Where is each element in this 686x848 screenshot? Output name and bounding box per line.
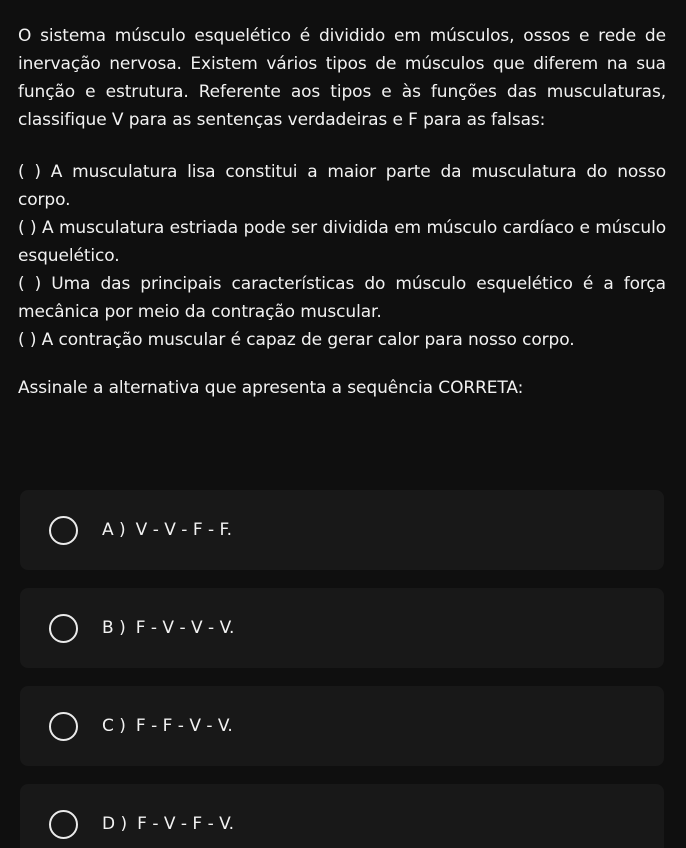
option-a[interactable]: [20, 490, 664, 570]
option-b[interactable]: [20, 588, 664, 668]
option-text: F - V - F - V.: [137, 814, 234, 834]
option-text: V - V - F - F.: [135, 520, 232, 540]
option-letter: B ): [102, 618, 126, 638]
radio-button-b[interactable]: [49, 614, 78, 643]
statement-2: ( ) A musculatura estriada pode ser dividida em músculo cardíaco e músculo esquelético.: [18, 218, 666, 266]
radio-button-d[interactable]: [49, 810, 78, 839]
option-text: F - F - V - V.: [135, 716, 233, 736]
option-letter: A ): [102, 520, 126, 540]
option-c[interactable]: [20, 686, 664, 766]
answer-options: [20, 490, 664, 848]
option-text: F - V - V - V.: [135, 618, 235, 638]
question-intro: O sistema músculo esquelético é dividido em músculos, ossos e rede de inervação nervosa. Existem vários tipos de músculos que diferem na sua função e estrutura. Referente aos tipos e às funções das musculaturas, classifique V para as sentenças verdadeiras e F para as falsas:: [18, 26, 666, 130]
statement-4: ( ) A contração muscular é capaz de gerar calor para nosso corpo.: [18, 330, 575, 350]
option-letter: D ): [102, 814, 128, 834]
question-prompt: Assinale a alternativa que apresenta a sequência CORRETA:: [18, 378, 524, 398]
radio-button-c[interactable]: [49, 712, 78, 741]
question-block: [18, 22, 666, 402]
option-d[interactable]: [20, 784, 664, 848]
radio-button-a[interactable]: [49, 516, 78, 545]
option-letter: C ): [102, 716, 126, 736]
statement-3: ( ) Uma das principais características do músculo esquelético é a força mecânica por meio da contração muscular.: [18, 274, 666, 322]
statement-1: ( ) A musculatura lisa constitui a maior parte da musculatura do nosso corpo.: [18, 162, 666, 210]
